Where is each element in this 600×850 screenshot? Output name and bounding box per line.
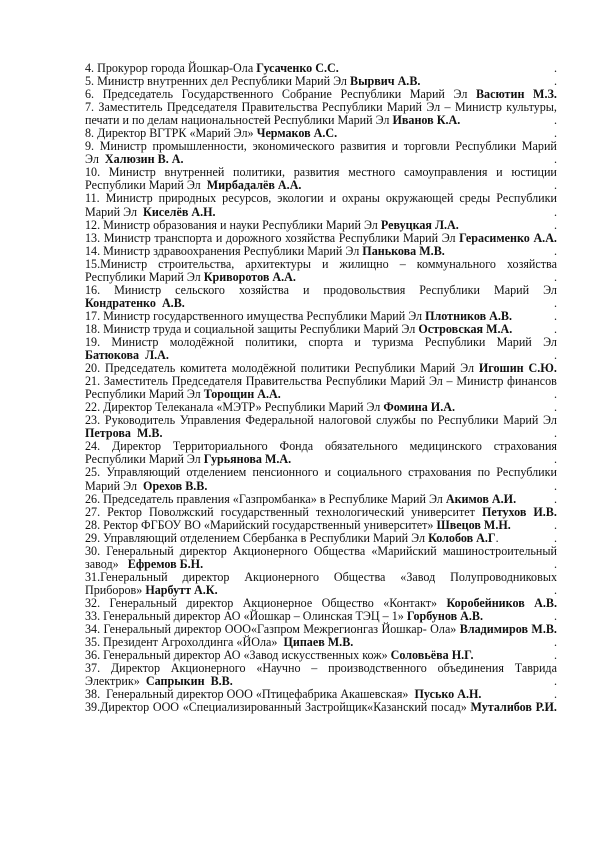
list-item [85,245,557,258]
person-name: Плотников А.В. [425,308,513,323]
position-text: 5. Министр внутренних дел Республики Марий Эл [85,74,350,89]
word: Управления [179,413,241,428]
word: 9. [85,139,95,154]
trailing-dot: . [553,269,557,284]
word: и [215,230,223,245]
word: развития [293,165,340,180]
list-item [85,662,557,688]
word: по [420,413,434,428]
word: 20. [85,361,101,376]
word: Заместитель [98,100,163,115]
word: «Марийский [371,543,437,558]
word: Министр [111,334,159,349]
word: экологии [277,191,324,206]
trailing-dot: . [553,348,557,363]
word: спорта [308,334,344,349]
trailing-dot: . [553,295,557,310]
position-text: Республики Марий Эл [85,387,204,402]
person-name: Пусько А.Н. [414,687,482,702]
trailing-dot: . [553,530,557,545]
text-line [85,701,557,714]
list-item [85,166,557,192]
person-name: Чермаков А.С. [256,126,338,141]
position-text: Эл [85,152,105,167]
person-name: Мирбадалёв А.А. [206,178,302,193]
position-text: завод» [85,556,128,571]
word: хозяйства [238,282,289,297]
word: Межрегионгаз [303,622,379,637]
word: 19. [85,334,101,349]
trailing-dot: . [553,674,557,689]
word: Общество [321,595,374,610]
word: отделением [186,465,247,480]
word: Председатель [105,361,176,376]
position-text: Республики Марий Эл [85,269,204,284]
word: Председатель [102,87,173,102]
trailing-dot: . [553,687,557,702]
trailing-dot: . [553,387,557,402]
trailing-dot: . [553,582,557,597]
trailing-dot: . [553,308,557,323]
word: директор [182,569,230,584]
word: 24. [85,439,101,454]
person-name: Соловьёва Н.Г. [390,648,474,663]
word: 23. [85,413,101,428]
person-name: Сапрыкин В.В. [145,674,233,689]
word: директор [186,595,234,610]
word: Поволжский [148,504,214,519]
word: экономического [252,139,335,154]
text-line [85,532,557,545]
trailing-dot: . [553,204,557,219]
trailing-dot: . [553,243,557,258]
word: ресурсов, [222,191,272,206]
person-name: Гурьянова М.А. [203,452,292,467]
text-line [85,558,557,571]
word: Марий [409,87,445,102]
position-text: 36. Генеральный директор АО «Завод искусственных кож» [85,648,391,663]
word: Председателя [171,374,243,389]
position-text: 29. Управляющий отделением Сбербанка в Республики Марий Эл [85,530,429,545]
word: и [324,465,332,480]
word: Республики [340,87,402,102]
word: 6. [85,87,95,102]
word: Застройщик«Казанский [305,700,428,715]
word: Руководитель [104,413,176,428]
word: 39.Директор [85,700,150,715]
trailing-dot: . [553,61,557,75]
word: дорожного [225,230,282,245]
word: Эл [428,374,443,389]
word: хозяйства [506,256,557,271]
person-name: Горбунов А.В. [406,608,484,623]
trailing-dot: . [553,74,557,89]
word: и [354,334,361,349]
person-name: Островская М.А. [418,321,513,336]
trailing-dot: . [553,452,557,467]
word: Председателя [166,100,238,115]
person-name: Ефремов Б.Н. [127,556,204,571]
word: Акционерное [242,595,313,610]
person-name-word: И.В. [533,504,557,519]
word: «Специализированный [182,700,302,715]
word: политики, [233,165,286,180]
word: Министр [103,230,151,245]
person-name-word: Герасименко [459,230,530,245]
word: пенсионного [252,465,319,480]
position-text: . [495,530,499,545]
word: внутренней [164,165,225,180]
word: 30. [85,543,101,558]
word: службы [376,413,416,428]
text-line [85,493,557,506]
word: медицинского [409,439,482,454]
word: архитектуры [245,256,311,271]
person-name: Кондратенко А.В. [85,295,185,310]
word: 34. [85,622,101,637]
word: объединения [437,661,504,676]
position-text: 28. Ректор ФГБОУ ВО «Марийский государственный университет» [85,517,437,532]
word: политики, [245,334,298,349]
position-text: Электрик» [85,674,146,689]
person-name-word: С.Ю. [528,361,557,376]
person-name: Иванов К.А. [392,113,461,128]
word: Республики [338,230,400,245]
position-text: Марий Эл [85,478,144,493]
word: директор [174,622,222,637]
word: 25. [85,465,101,480]
word: торговли [403,139,450,154]
person-name: Батюкова Л.А. [85,348,169,363]
word: Марий [386,100,423,115]
word: Республики [419,282,480,297]
list-item [85,336,557,362]
trailing-dot: . [553,608,557,623]
word: 16. [85,282,101,297]
person-name-word: Владимиров [459,622,528,637]
word: коммунального [416,256,496,271]
trailing-dot: . [553,478,557,493]
word: Генеральный [106,543,174,558]
word: Эл [453,87,468,102]
word: охраны [342,191,380,206]
list-item [85,493,557,506]
word: Акционерного [170,661,246,676]
trailing-dot: . [553,217,557,232]
text-line [85,245,557,258]
word: Марий [402,230,439,245]
word: «Завод [400,569,436,584]
word: строительства, [158,256,235,271]
word: транспорта [154,230,213,245]
word: Заместитель [103,374,168,389]
word: 7. [85,100,95,115]
word: посад» [430,700,467,715]
word: юстиции [511,165,557,180]
word: 31.Генеральный [85,569,168,584]
word: Министр [108,165,156,180]
position-text: 4. Прокурор города Йошкар-Ола [85,61,257,75]
word: социального [337,465,402,480]
word: продовольствия [323,282,406,297]
word: Республики [437,413,499,428]
trailing-dot: . [553,648,557,663]
word: «Научно [256,661,301,676]
word: машиностроительный [442,543,557,558]
word: Акционерного [244,569,320,584]
person-name-word: Р.И. [535,700,557,715]
word: сельского [175,282,225,297]
position-text: 22. Директор Телеканала «МЭТР» Республики Марий Эл [85,400,384,415]
word: местного [348,165,396,180]
word: Правительства [241,100,318,115]
word: и [496,165,503,180]
word: – [444,100,451,115]
word: Общества [333,569,386,584]
word: Министр [456,374,504,389]
list-item [85,701,557,714]
word: Директор [110,661,160,676]
list-item [85,375,557,401]
word: Йошкар- [381,622,427,637]
word: ООО [152,700,180,715]
trailing-dot: . [553,491,557,506]
word: Министр [454,100,502,115]
trailing-dot: . [553,152,557,167]
list-item [85,414,557,440]
word: технологический [315,504,405,519]
person-name-word: Петухов [481,504,527,519]
word: Правительства [245,374,322,389]
word: Министр [99,139,147,154]
person-name: Нарбутт А.К. [145,582,218,597]
list-item [85,571,557,597]
trailing-dot: . [553,321,557,336]
word: среды [459,191,491,206]
word: развития [340,139,386,154]
word: Акционерного [232,543,308,558]
person-name: Швецов М.Н. [436,517,511,532]
position-text: Марий Эл [85,204,144,219]
word: Марий [503,413,539,428]
word: Таврида [514,661,557,676]
word: молодёжной [169,334,234,349]
person-name: Гусаченко С.С. [256,61,339,75]
word: Ректор [107,504,142,519]
list-item [85,192,557,218]
word: и [391,139,399,154]
word: Территориального [172,439,268,454]
word: Республики [496,465,557,480]
word: 10. [85,165,101,180]
word: культуры, [506,100,557,115]
list-item [85,258,557,284]
person-name-word: Игошин [478,361,524,376]
text-line [85,219,557,232]
word: Республики [455,139,517,154]
word: и [329,191,337,206]
trailing-dot: . [553,400,557,415]
word: окружающей [385,191,454,206]
word: Федеральной [245,413,314,428]
position-text: 8. Директор ВГТРК «Марий Эл» [85,126,257,141]
word: Республики [496,191,557,206]
word: комитета [180,361,227,376]
word: и [322,256,329,271]
word: – [311,661,318,676]
word: директор [179,543,227,558]
word: Эл [543,282,557,297]
position-text: 18. Министр труда и социальной защиты Республики Марий Эл [85,321,419,336]
word: Директор [111,439,162,454]
person-name: Вырвич А.В. [350,74,421,89]
word: Генеральный [109,595,177,610]
list-item [85,284,557,310]
position-text: Республики Марий Эл [85,452,204,467]
word: 13. [85,230,101,245]
person-name: Халюзин В. А. [104,152,184,167]
person-name: Ревуцкая Л.А. [380,217,459,232]
word: финансов [507,374,557,389]
word: 32. [85,595,101,610]
position-text: 35. Президент Агрохолдинга «ЙОла» [85,635,284,650]
word: производственного [328,661,427,676]
person-name-word: Васютин [475,87,525,102]
word: обязательного [325,439,398,454]
word: Эл [460,361,474,376]
position-text: 14. Министр здравоохранения Республики Марий Эл [85,243,363,258]
word: Фонда [279,439,314,454]
list-item [85,219,557,232]
person-name: Петрова М.В. [85,426,163,441]
person-name-word: А.А. [533,230,557,245]
person-name-word: М.З. [533,87,557,102]
word: Эл [441,230,456,245]
word: страхования [408,465,472,480]
word: 15.Министр [85,256,148,271]
word: Марий [390,374,426,389]
word: ООО«Газпром [224,622,300,637]
person-name-word: Коробейников [446,595,525,610]
word: политики [300,361,350,376]
list-item [85,140,557,166]
document-page [85,62,557,714]
word: Марий [521,139,557,154]
person-name-word: А.В. [534,595,557,610]
list-item [85,101,557,127]
person-name: Торощин А.А. [203,387,281,402]
word: Марий [420,361,456,376]
trailing-dot: . [553,426,557,441]
word: по [477,465,491,480]
word: Общества [313,543,366,558]
position-text: 33. Генеральный директор АО «Йошкар – Олинская ТЭЦ – 1» [85,608,407,623]
person-name: Орехов В.В. [143,478,208,493]
word: молодёжной [231,361,296,376]
trailing-dot: . [553,517,557,532]
word: Министр [114,282,162,297]
list-item [85,545,557,571]
word: Республики [354,361,416,376]
word: туризма [372,334,414,349]
list-item [85,532,557,545]
word: Эл [543,413,557,428]
position-text: 17. Министр государственного имущества Республики Марий Эл [85,308,426,323]
position-text: Приборов» [85,582,146,597]
word: Эл [543,334,557,349]
word: 11. [85,191,100,206]
word: налоговой [318,413,372,428]
word: страхования [493,439,557,454]
word: Марий [493,282,530,297]
position-text: Республики Марий Эл [85,178,207,193]
word: Марий [496,334,532,349]
person-name: Панькова М.В. [362,243,445,258]
person-name: Криворотов А.А. [203,269,296,284]
word: Республики [325,374,387,389]
word: Республики [424,334,486,349]
word: Ола» [430,622,457,637]
word: и [302,282,310,297]
word: государственный [220,504,309,519]
word: университет [411,504,475,519]
word: Собрание [281,87,332,102]
trailing-dot: . [553,635,557,650]
person-name: Колобов А.Г [428,530,496,545]
word: самоуправления [403,165,488,180]
word: жилищно [339,256,389,271]
word: 27. [85,504,101,519]
word: Республики [321,100,383,115]
trailing-dot: . [553,178,557,193]
position-text: печати и по делам национальностей Республики Марий Эл [85,113,393,128]
word: Управляющий [106,465,181,480]
word: Полупроводниковых [450,569,557,584]
word: природных [158,191,217,206]
person-name: Ципаев М.В. [283,635,354,650]
word: промышленности, [152,139,247,154]
text-line [85,271,557,284]
word: 37. [85,661,101,676]
list-item [85,466,557,492]
word: Эл [426,100,441,115]
trailing-dot: . [553,126,557,141]
word: Государственного [181,87,274,102]
word: Министр [105,191,153,206]
word: Генеральный [103,622,171,637]
list-item [85,440,557,466]
person-name-word: Муталибов [470,700,532,715]
word: – [399,256,406,271]
person-name: Фомина И.А. [383,400,455,415]
position-text: 38. Генеральный директор ООО «Птицефабрика Акашевская» [85,687,415,702]
word: – [446,374,453,389]
word: 21. [85,374,101,389]
word: хозяйства [285,230,336,245]
trailing-dot: . [553,113,557,128]
word: «Контакт» [383,595,438,610]
position-text: 26. Председатель правления «Газпромбанка» в Республике Марий Эл [85,491,446,506]
trailing-dot: . [553,556,557,571]
person-name: Киселёв А.Н. [143,204,216,219]
person-name: Акимов А.И. [445,491,517,506]
text-line [85,584,557,597]
person-name-word: М.В. [531,622,557,637]
position-text: 12. Министр образования и науки Республики Марий Эл [85,217,381,232]
